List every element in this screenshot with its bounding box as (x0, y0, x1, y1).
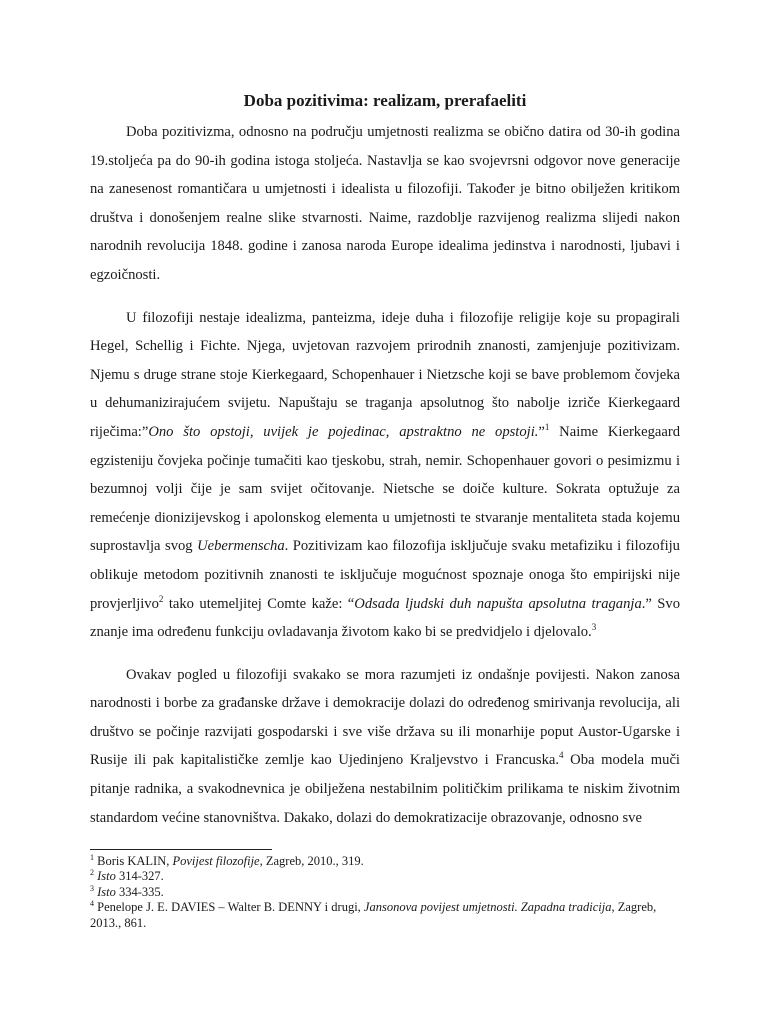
footnote-ref-2[interactable]: 2 (158, 593, 164, 604)
footnote-number: 4 (90, 899, 94, 909)
p2-text-b: ” (538, 423, 545, 440)
p3-text-b: Oba modela muči pitanje radnika, a svakodnevnica je obilježena nestabilnim političkim prilikama te niskim životnim standardom većine stanovništva. Dakako, dolazi do demokratizacije obrazovanje, odnosno sve (90, 752, 680, 826)
footnote-title: Povijest filozofije (172, 854, 260, 868)
footnote-separator (90, 849, 272, 850)
p2-text-d: . Pozitivizam kao filozofija isključuje svaku metafiziku i filozofiju oblikuje metodom pozitivnih znanosti te isključuje mogućnost spoznaje onoga što empirijski nije provjerljivo (90, 538, 680, 612)
footnote-number: 3 (90, 883, 94, 893)
footnote-3 (90, 885, 680, 900)
footnote-4 (90, 900, 680, 931)
footnote-text: 314-327. (115, 869, 164, 884)
footnote-number: 2 (90, 868, 94, 878)
footnote-ref-4[interactable]: 4 (559, 750, 564, 761)
p2-text-a: U filozofiji nestaje idealizma, panteizma, ideje duha i filozofije religije koje su propagirali Hegel, Schellig i Fichte. Njega, uvjetovan razvojem prirodnih znanosti, zamjenjuje pozitivizam. Njemu s druge strane stoje Kierkegaard, Schopenhauer i Nietzsche koji se bave problemom čovjeka u dehumanizirajućem svijetu. Napuštaju se traganja apsolutnog što nabolje izriče Kierkegaard riječima:” (90, 309, 680, 440)
footnote-number: 1 (90, 852, 94, 862)
footnote-text: 334-335. (115, 884, 164, 899)
p2-text-f: .” Svo znanje ima određenu funkciju ovladavanja životom kako bi se predvidjelo i djelovalo. (90, 595, 681, 641)
p2-text-c: Naime Kierkegaard egzisteniju čovjeka počinje tumačiti kao tjeskobu, strah, nemir. Schopenhauer govori o pesimizmu i bezumnoj volji čije je sam svijet očitovanje. Nietsche se doiče kulture. Sokrata optužuje za remećenje dionizijevskog i apolonskog elementa u umjetnosti te stvaranje mentaliteta stada kojemu suprostavlja svog (90, 423, 680, 555)
page-title: Doba pozitivima: realizam, prerafaeliti (243, 91, 527, 110)
paragraph-2 (90, 304, 680, 647)
footnote-title: Isto (97, 884, 116, 899)
footnote-ref-3[interactable]: 3 (591, 622, 597, 633)
footnote-text: Boris KALIN, (94, 854, 173, 868)
p3-text-a: Ovakav pogled u filozofiji svakako se mora razumjeti iz ondašnje povijesti. Nakon zanosa narodnosti i borbe za građanske države i demokracije dolazi do određenog smirivanja revolucija, ali društvo se počinje razvijati gospodarski i sve više država su ili monarhije poput Austor-Ugarske i Rusije ili pak kapitalističke zemlje kao Ujedinjeno Kraljevstvo i Francuska. (90, 666, 680, 769)
footnote-2 (90, 869, 680, 884)
footnote-ref-1[interactable]: 1 (544, 422, 550, 433)
footnotes (90, 854, 680, 931)
kierkegaard-quote: Ono što opstoji, uvijek je pojedinac, apstraktno ne opstoji. (148, 423, 539, 440)
footnote-title: Isto (97, 869, 116, 884)
uebermensch-term: Uebermenscha (197, 538, 285, 555)
footnote-1 (90, 854, 680, 869)
paragraph-1: Doba pozitivizma, odnosno na području umjetnosti realizma se obično datira od 30-ih godina 19.stoljeća pa do 90-ih godina istoga stoljeća. Nastavlja se kao svojevrsni odgovor nove generacije na zanesenost romantičara u umjetnosti i idealista u filozofiji. Također je bitno obilježen kritikom društva i donošenjem realne slike stvarnosti. Naime, razdoblje razvijenog realizma slijedi nakon narodnih revolucija 1848. godine i zanosa naroda Europe idealima jedinstva i narodnosti, ljubavi i egzoičnosti. (90, 124, 680, 283)
footnote-text: , Zagreb, 2013., 861. (90, 900, 657, 930)
footnote-text: , Zagreb, 2010., 319. (259, 854, 364, 868)
comte-quote: Odsada ljudski duh napušta apsolutna traganja (354, 595, 642, 612)
p2-text-e: tako utemeljitej Comte kaže: “ (163, 595, 355, 612)
footnote-text: Penelope J. E. DAVIES – Walter B. DENNY i drugi, (94, 900, 364, 915)
paragraph-3 (90, 661, 680, 833)
document-body (90, 90, 680, 832)
footnote-title: Jansonova povijest umjetnosti. Zapadna tradicija (363, 900, 612, 915)
